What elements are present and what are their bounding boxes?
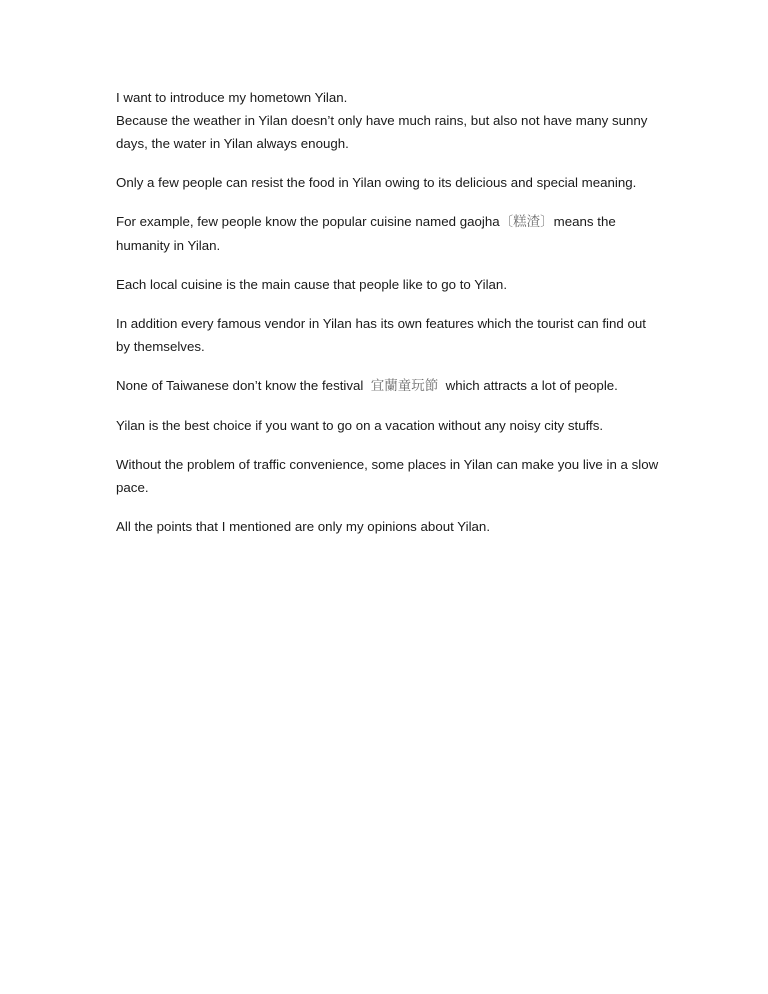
paragraph-slow-pace: Without the problem of traffic convenience, some places in Yilan can make you live in a slow pace.	[116, 457, 659, 495]
paragraph-intro	[116, 86, 661, 155]
festival-chinese-name: 宜蘭童玩節	[370, 378, 439, 394]
gaojha-chinese-name: 〔糕渣〕	[499, 214, 554, 230]
weather-sentence: Because the weather in Yilan doesn’t only have much rains, but also not have many sunny days, the water in Yilan always enough.	[116, 113, 648, 151]
paragraph-vendor: In addition every famous vendor in Yilan has its own features which the tourist can find out by themselves.	[116, 316, 646, 354]
paragraph-local-cuisine: Each local cuisine is the main cause that people like to go to Yilan.	[116, 277, 508, 292]
intro-line: I want to introduce my hometown Yilan.	[116, 90, 348, 105]
paragraph-gaojha	[116, 210, 661, 257]
paragraph-vacation: Yilan is the best choice if you want to go on a vacation without any noisy city stuffs.	[116, 418, 604, 433]
festival-text-after: which attracts a lot of people.	[445, 378, 618, 393]
paragraph-conclusion: All the points that I mentioned are only my opinions about Yilan.	[116, 519, 491, 534]
gaojha-text-after: means the humanity in Yilan.	[116, 214, 616, 253]
festival-text-before: None of Taiwanese don’t know the festival	[116, 378, 364, 393]
document-body	[116, 86, 661, 538]
gaojha-text-before: For example, few people know the popular cuisine named gaojha	[116, 214, 500, 229]
paragraph-festival	[116, 374, 661, 398]
paragraph-food: Only a few people can resist the food in Yilan owing to its delicious and special meaning.	[116, 175, 637, 190]
